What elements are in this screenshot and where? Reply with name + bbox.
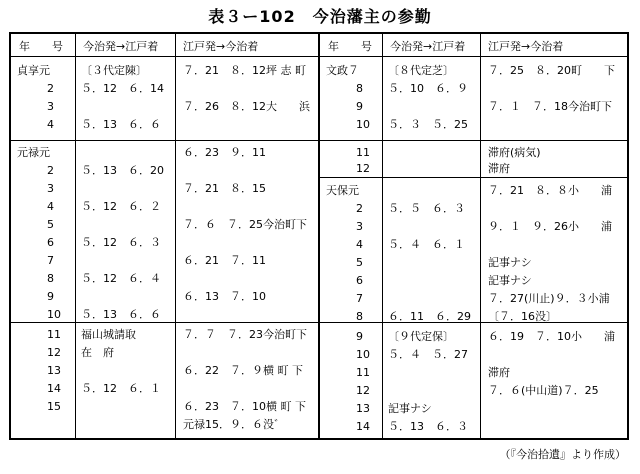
year-cell: 13 — [356, 402, 370, 415]
year-cell: 元禄元 — [17, 146, 50, 159]
year-cell: 10 — [47, 308, 61, 321]
departure-cell: ５．13 ６．６ — [81, 118, 161, 131]
year-cell: 8 — [356, 82, 363, 95]
return-cell: ６．21 ７．11 — [183, 254, 266, 267]
year-cell: 6 — [356, 274, 363, 287]
header-return: 江戸発→今治着 — [183, 40, 259, 53]
departure-cell: 〔８代定芝〕 — [388, 64, 454, 77]
departure-cell: 福山城請取 — [81, 328, 136, 341]
year-cell: 5 — [356, 256, 363, 269]
year-cell: 6 — [47, 236, 54, 249]
left-half — [11, 34, 318, 438]
year-cell: 7 — [356, 292, 363, 305]
header-year: 年 号 — [19, 40, 63, 53]
departure-cell: ５．12 ６．２ — [81, 200, 161, 213]
return-cell: 〔７．16没〕 — [488, 310, 557, 323]
col-divider — [75, 34, 76, 438]
header-row-right — [320, 34, 629, 57]
year-cell: 5 — [47, 218, 54, 231]
departure-cell: ５．13 ６．６ — [81, 308, 161, 321]
year-cell: 9 — [356, 100, 363, 113]
departure-cell: ５．３ ５．25 — [388, 118, 468, 131]
col-divider — [480, 34, 481, 438]
year-cell: 7 — [47, 254, 54, 267]
year-cell: 9 — [47, 290, 54, 303]
group-divider — [11, 322, 318, 323]
year-cell: 3 — [47, 182, 54, 195]
return-cell: ７．21 ８．８小 浦 — [488, 184, 612, 197]
group-divider — [11, 140, 318, 141]
source-note: （『今治拾遺』より作成） — [499, 448, 626, 461]
year-cell: 4 — [356, 238, 363, 251]
return-cell: ９．１ ９．26小 浦 — [488, 220, 612, 233]
departure-cell: ５．12 ６．３ — [81, 236, 161, 249]
return-cell: ７．27(川止)９．３小浦 — [488, 292, 610, 305]
year-cell: 11 — [47, 328, 61, 341]
year-cell: 文政７ — [326, 64, 359, 77]
return-cell: ７．６(中山道)７．25 — [488, 384, 599, 397]
year-cell: 9 — [356, 330, 363, 343]
departure-cell: ５．５ ６．３ — [388, 202, 465, 215]
return-cell: ６．22 ７．９横 町 下 — [183, 364, 303, 377]
year-cell: 15 — [47, 400, 61, 413]
header-departure: 今治発→江戸着 — [83, 40, 159, 53]
year-cell: 8 — [47, 272, 54, 285]
return-cell: ７．21 ８．12坪 志 町 — [183, 64, 306, 77]
year-cell: 貞享元 — [17, 64, 50, 77]
year-cell: 2 — [47, 82, 54, 95]
departure-cell: ６．11 ６．29 — [388, 310, 471, 323]
year-cell: 12 — [47, 346, 61, 359]
departure-cell: ５．12 ６．14 — [81, 82, 164, 95]
year-cell: 2 — [356, 202, 363, 215]
departure-cell: ５．13 ６．３ — [388, 420, 468, 433]
year-cell: 8 — [356, 310, 363, 323]
header-return: 江戸発→今治着 — [488, 40, 564, 53]
departure-cell: ５．10 ６．９ — [388, 82, 468, 95]
year-cell: 12 — [356, 384, 370, 397]
return-cell: 元禄15．９．６没゛ — [183, 418, 285, 431]
year-cell: 2 — [47, 164, 54, 177]
group-divider — [320, 322, 629, 323]
return-cell: ６．23 ９．11 — [183, 146, 266, 159]
year-cell: 12 — [356, 162, 370, 175]
return-cell: ６．13 ７．10 — [183, 290, 266, 303]
year-cell: 3 — [47, 100, 54, 113]
return-cell: ７．21 ８．15 — [183, 182, 266, 195]
group-divider — [320, 177, 629, 178]
departure-cell: 在 府 — [81, 346, 114, 359]
return-cell: 滞府 — [488, 366, 510, 379]
return-cell: 記事ナシ — [488, 274, 532, 287]
departure-cell: ５．13 ６．20 — [81, 164, 164, 177]
year-cell: 11 — [356, 146, 370, 159]
departure-cell: 記事ナシ — [388, 402, 432, 415]
return-cell: ７．25 ８．20町 下 — [488, 64, 615, 77]
header-departure: 今治発→江戸着 — [390, 40, 466, 53]
year-cell: 14 — [47, 382, 61, 395]
year-cell: 14 — [356, 420, 370, 433]
table-title: 表３ー102 今治藩主の参勤 — [208, 7, 432, 26]
departure-cell: 〔９代定保〕 — [388, 330, 454, 343]
return-cell: ７．６ ７．25今治町下 — [183, 218, 307, 231]
year-cell: 11 — [356, 366, 370, 379]
group-divider — [320, 140, 629, 141]
sankin-table — [9, 32, 629, 440]
col-divider — [382, 34, 383, 438]
return-cell: ６．19 ７．10小 浦 — [488, 330, 615, 343]
return-cell: ６．23 ７．10横 町 下 — [183, 400, 306, 413]
return-cell: 滞府(病気) — [488, 146, 541, 159]
return-cell: 滞府 — [488, 162, 510, 175]
right-half — [318, 34, 629, 438]
year-cell: 10 — [356, 348, 370, 361]
departure-cell: ５．４ ６．１ — [388, 238, 465, 251]
departure-cell: 〔３代定陳〕 — [81, 64, 147, 77]
year-cell: 4 — [47, 118, 54, 131]
departure-cell: ５．４ ５．27 — [388, 348, 468, 361]
year-cell: 天保元 — [326, 184, 359, 197]
year-cell: 4 — [47, 200, 54, 213]
departure-cell: ５．12 ６．４ — [81, 272, 161, 285]
return-cell: ７．26 ８．12大 浜 — [183, 100, 310, 113]
return-cell: ７．７ ７．23今治町下 — [183, 328, 307, 341]
header-row-left — [11, 34, 318, 57]
col-divider — [175, 34, 176, 438]
year-cell: 13 — [47, 364, 61, 377]
header-year: 年 号 — [328, 40, 372, 53]
year-cell: 3 — [356, 220, 363, 233]
return-cell: 記事ナシ — [488, 256, 532, 269]
year-cell: 10 — [356, 118, 370, 131]
return-cell: ７．１ ７．18今治町下 — [488, 100, 612, 113]
departure-cell: ５．12 ６．１ — [81, 382, 161, 395]
